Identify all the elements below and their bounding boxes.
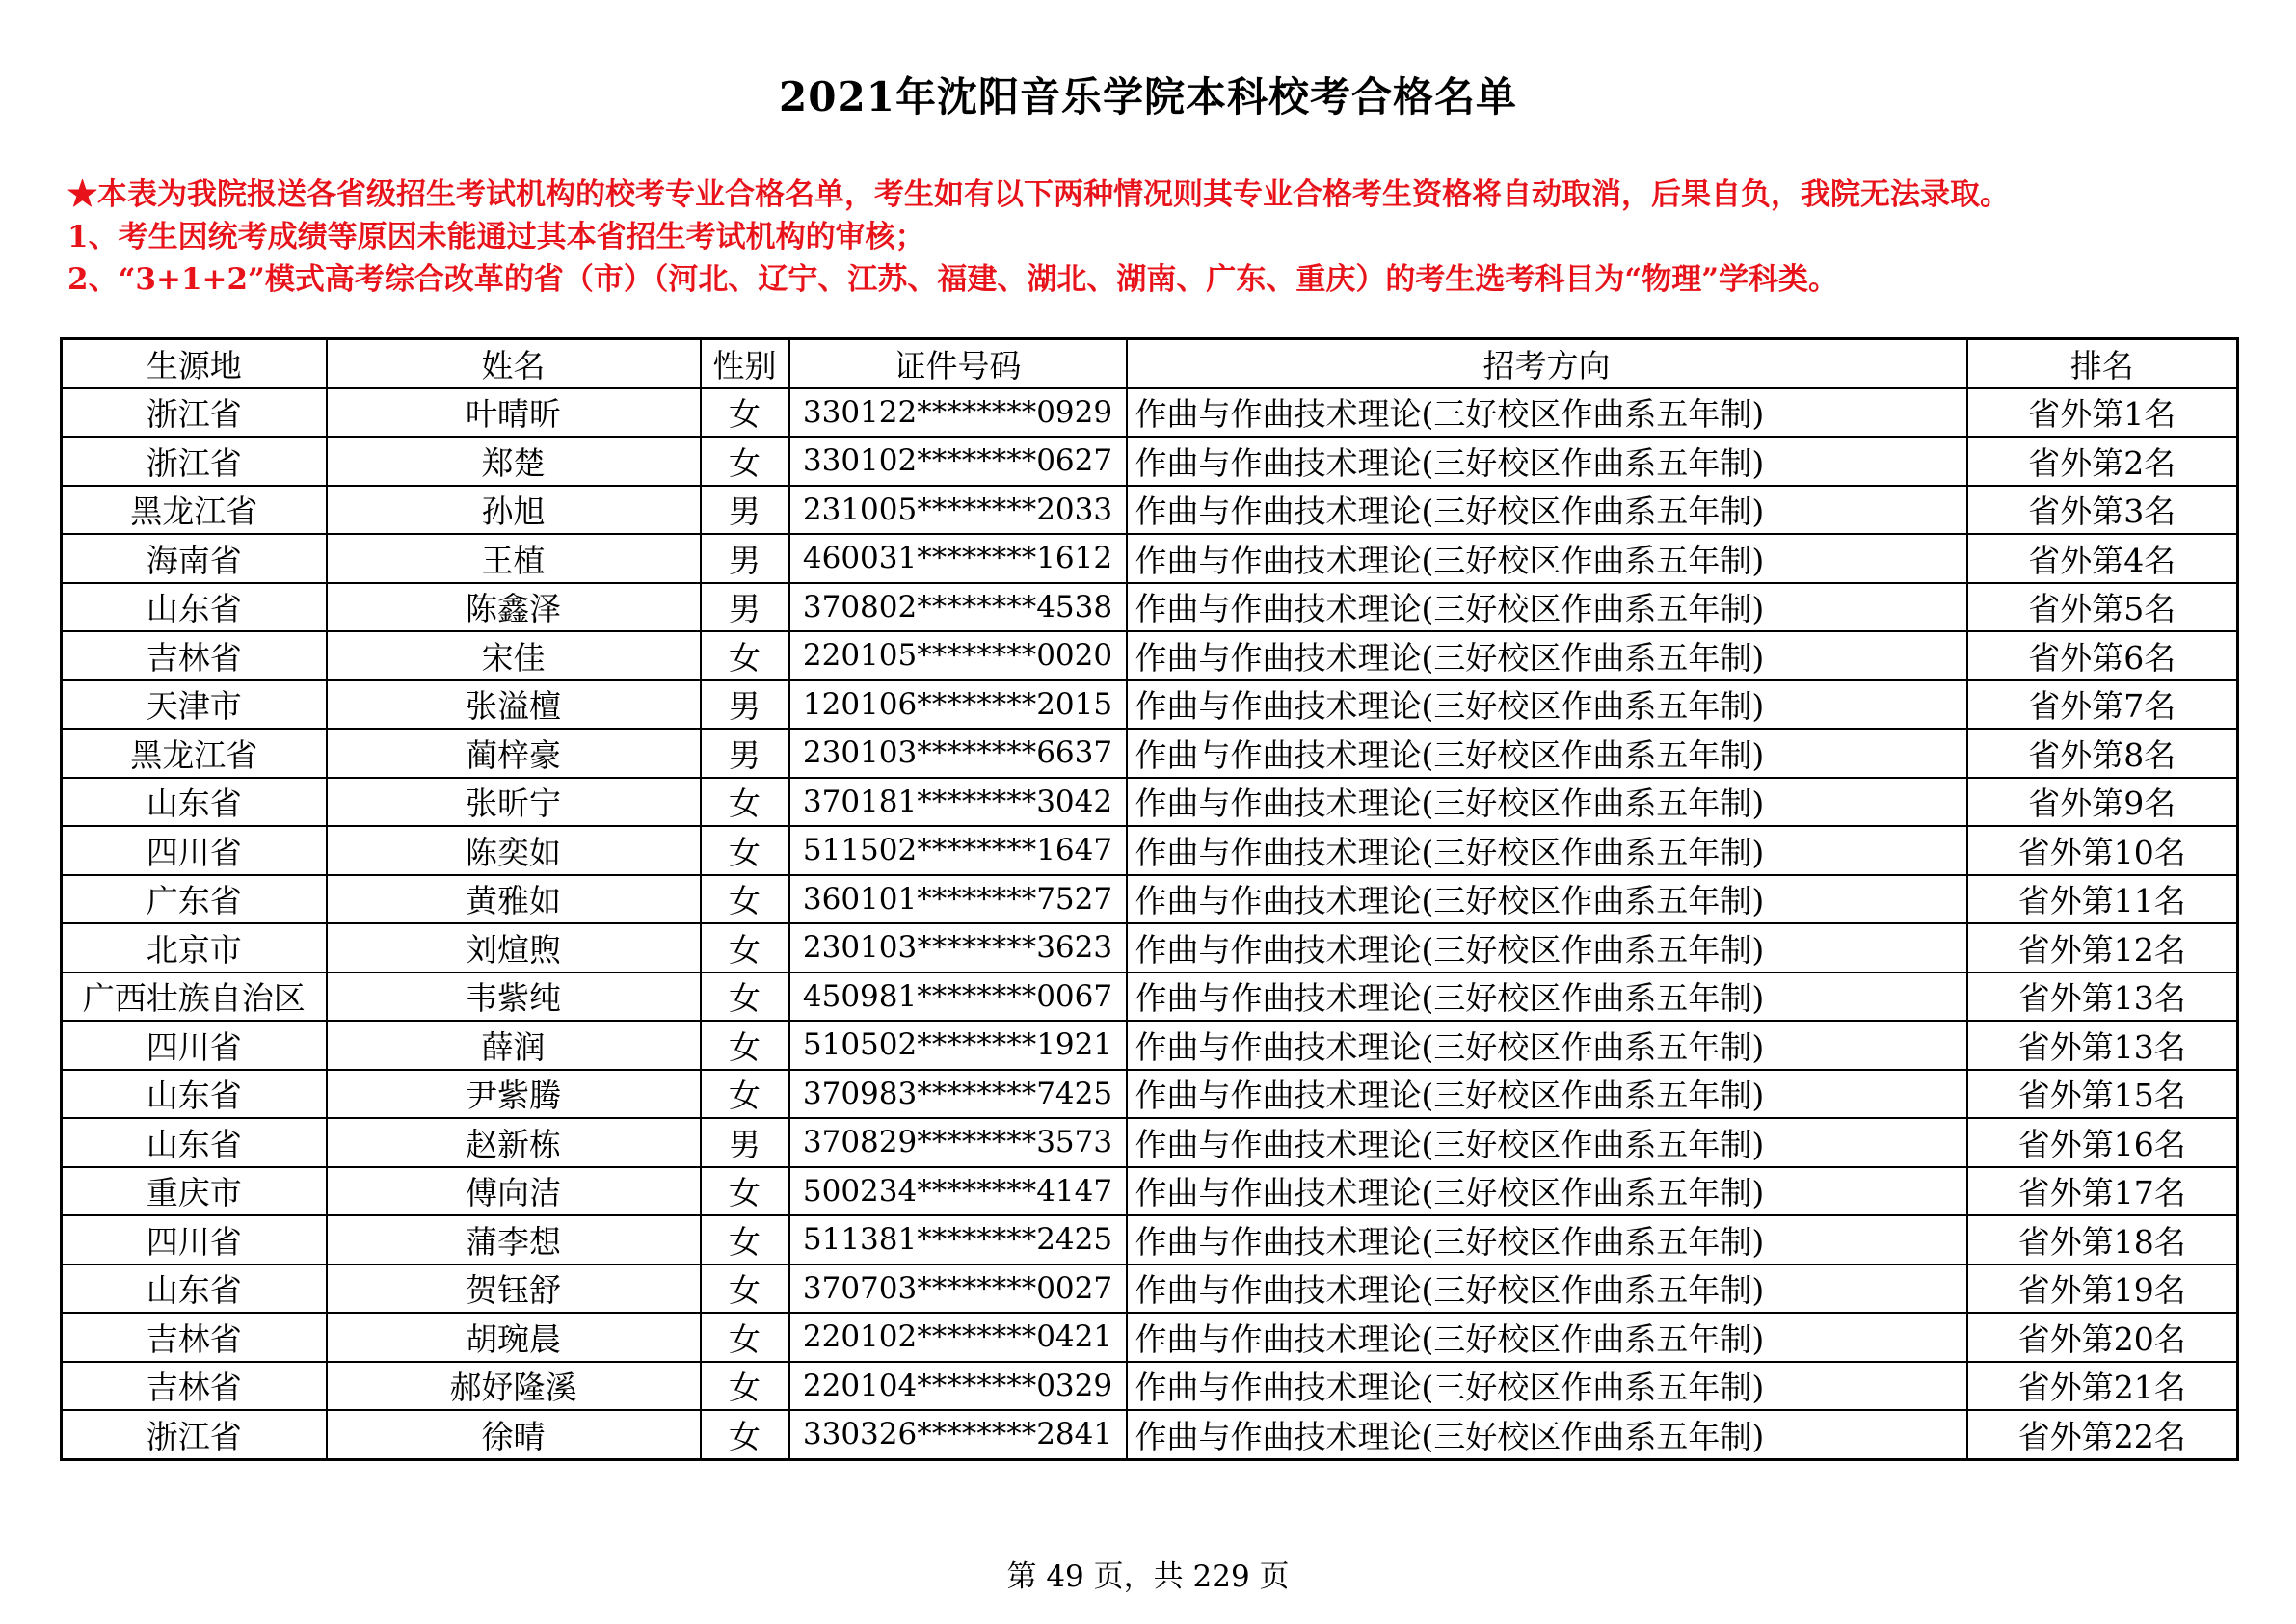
cell-origin: 四川省 — [62, 826, 327, 875]
cell-rank: 省外第22名 — [1967, 1410, 2238, 1459]
cell-gender: 女 — [701, 1313, 789, 1362]
cell-direction: 作曲与作曲技术理论(三好校区作曲系五年制) — [1127, 1118, 1967, 1167]
cell-name: 蔺梓豪 — [327, 729, 701, 778]
cell-gender: 女 — [701, 923, 789, 972]
cell-origin: 海南省 — [62, 534, 327, 583]
cell-rank: 省外第15名 — [1967, 1070, 2238, 1119]
cell-name: 黄雅如 — [327, 875, 701, 924]
table-row — [62, 1265, 2238, 1314]
header-gender: 性别 — [701, 339, 789, 388]
cell-name: 刘煊煦 — [327, 923, 701, 972]
cell-id-number: 330102********0627 — [789, 437, 1127, 486]
table-row — [62, 1070, 2238, 1119]
cell-name: 张昕宁 — [327, 778, 701, 827]
page-title: 2021年沈阳音乐学院本科校考合格名单 — [779, 73, 1517, 120]
cell-rank: 省外第10名 — [1967, 826, 2238, 875]
cell-origin: 山东省 — [62, 1070, 327, 1119]
cell-origin: 四川省 — [62, 1021, 327, 1070]
table-row — [62, 923, 2238, 972]
header-origin: 生源地 — [62, 339, 327, 388]
cell-rank: 省外第13名 — [1967, 972, 2238, 1022]
notice-line: ★本表为我院报送各省级招生考试机构的校考专业合格名单，考生如有以下两种情况则其专业合格考生资格将自动取消，后果自负，我院无法录取。 — [67, 177, 2010, 212]
cell-direction: 作曲与作曲技术理论(三好校区作曲系五年制) — [1127, 680, 1967, 730]
cell-direction: 作曲与作曲技术理论(三好校区作曲系五年制) — [1127, 1410, 1967, 1459]
cell-rank: 省外第20名 — [1967, 1313, 2238, 1362]
cell-name: 郑楚 — [327, 437, 701, 486]
cell-origin: 广西壮族自治区 — [62, 972, 327, 1022]
table-row — [62, 583, 2238, 632]
cell-gender: 女 — [701, 1265, 789, 1314]
cell-direction: 作曲与作曲技术理论(三好校区作曲系五年制) — [1127, 729, 1967, 778]
cell-gender: 女 — [701, 1021, 789, 1070]
cell-direction: 作曲与作曲技术理论(三好校区作曲系五年制) — [1127, 1167, 1967, 1216]
table-row — [62, 778, 2238, 827]
cell-gender: 女 — [701, 1070, 789, 1119]
cell-origin: 山东省 — [62, 778, 327, 827]
table-row — [62, 631, 2238, 680]
cell-name: 张溢檀 — [327, 680, 701, 730]
cell-rank: 省外第8名 — [1967, 729, 2238, 778]
cell-direction: 作曲与作曲技术理论(三好校区作曲系五年制) — [1127, 631, 1967, 680]
cell-id-number: 500234********4147 — [789, 1167, 1127, 1216]
cell-gender: 女 — [701, 875, 789, 924]
table-row — [62, 534, 2238, 583]
cell-direction: 作曲与作曲技术理论(三好校区作曲系五年制) — [1127, 1070, 1967, 1119]
cell-id-number: 230103********3623 — [789, 923, 1127, 972]
cell-rank: 省外第5名 — [1967, 583, 2238, 632]
table-body — [62, 388, 2238, 1460]
cell-name: 蒲李想 — [327, 1215, 701, 1265]
cell-origin: 广东省 — [62, 875, 327, 924]
cell-rank: 省外第13名 — [1967, 1021, 2238, 1070]
cell-name: 韦紫纯 — [327, 972, 701, 1022]
cell-rank: 省外第1名 — [1967, 388, 2238, 438]
cell-direction: 作曲与作曲技术理论(三好校区作曲系五年制) — [1127, 1362, 1967, 1411]
cell-id-number: 450981********0067 — [789, 972, 1127, 1022]
notice-block — [67, 173, 2246, 301]
cell-rank: 省外第3名 — [1967, 486, 2238, 535]
cell-id-number: 231005********2033 — [789, 486, 1127, 535]
table-row — [62, 1362, 2238, 1411]
cell-id-number: 370181********3042 — [789, 778, 1127, 827]
cell-name: 陈奕如 — [327, 826, 701, 875]
notice-line: 2、“3+1+2”模式高考综合改革的省（市）（河北、辽宁、江苏、福建、湖北、湖南、广东、重庆）的考生选考科目为“物理”学科类。 — [67, 262, 1839, 297]
table-row — [62, 1118, 2238, 1167]
cell-id-number: 220102********0421 — [789, 1313, 1127, 1362]
cell-rank: 省外第12名 — [1967, 923, 2238, 972]
cell-gender: 女 — [701, 631, 789, 680]
table-row — [62, 680, 2238, 730]
cell-name: 胡琬晨 — [327, 1313, 701, 1362]
cell-gender: 男 — [701, 583, 789, 632]
cell-origin: 黑龙江省 — [62, 486, 327, 535]
cell-rank: 省外第2名 — [1967, 437, 2238, 486]
cell-gender: 女 — [701, 1410, 789, 1459]
cell-id-number: 510502********1921 — [789, 1021, 1127, 1070]
table-row — [62, 1021, 2238, 1070]
cell-name: 宋佳 — [327, 631, 701, 680]
cell-direction: 作曲与作曲技术理论(三好校区作曲系五年制) — [1127, 778, 1967, 827]
cell-gender: 男 — [701, 486, 789, 535]
cell-direction: 作曲与作曲技术理论(三好校区作曲系五年制) — [1127, 437, 1967, 486]
cell-name: 王植 — [327, 534, 701, 583]
page-number: 第 49 页，共 229 页 — [1006, 1559, 1290, 1594]
cell-gender: 男 — [701, 729, 789, 778]
cell-name: 徐晴 — [327, 1410, 701, 1459]
cell-id-number: 330326********2841 — [789, 1410, 1127, 1459]
table-row — [62, 729, 2238, 778]
table-row — [62, 437, 2238, 486]
cell-rank: 省外第17名 — [1967, 1167, 2238, 1216]
cell-direction: 作曲与作曲技术理论(三好校区作曲系五年制) — [1127, 875, 1967, 924]
cell-gender: 男 — [701, 534, 789, 583]
table-row — [62, 388, 2238, 438]
table-row — [62, 826, 2238, 875]
cell-id-number: 460031********1612 — [789, 534, 1127, 583]
cell-origin: 吉林省 — [62, 631, 327, 680]
table-row — [62, 1167, 2238, 1216]
cell-direction: 作曲与作曲技术理论(三好校区作曲系五年制) — [1127, 923, 1967, 972]
table-row — [62, 486, 2238, 535]
cell-name: 贺钰舒 — [327, 1265, 701, 1314]
cell-direction: 作曲与作曲技术理论(三好校区作曲系五年制) — [1127, 534, 1967, 583]
cell-name: 赵新栋 — [327, 1118, 701, 1167]
table-row — [62, 1215, 2238, 1265]
cell-id-number: 220104********0329 — [789, 1362, 1127, 1411]
cell-origin: 吉林省 — [62, 1313, 327, 1362]
cell-origin: 山东省 — [62, 583, 327, 632]
cell-direction: 作曲与作曲技术理论(三好校区作曲系五年制) — [1127, 826, 1967, 875]
cell-rank: 省外第16名 — [1967, 1118, 2238, 1167]
cell-origin: 山东省 — [62, 1118, 327, 1167]
cell-origin: 天津市 — [62, 680, 327, 730]
cell-origin: 吉林省 — [62, 1362, 327, 1411]
header-rank: 排名 — [1967, 339, 2238, 388]
cell-gender: 女 — [701, 1215, 789, 1265]
cell-name: 郝妤隆溪 — [327, 1362, 701, 1411]
table-row — [62, 972, 2238, 1022]
cell-name: 傅向洁 — [327, 1167, 701, 1216]
cell-direction: 作曲与作曲技术理论(三好校区作曲系五年制) — [1127, 1215, 1967, 1265]
header-id-number: 证件号码 — [789, 339, 1127, 388]
cell-direction: 作曲与作曲技术理论(三好校区作曲系五年制) — [1127, 486, 1967, 535]
cell-rank: 省外第4名 — [1967, 534, 2238, 583]
cell-name: 孙旭 — [327, 486, 701, 535]
cell-gender: 男 — [701, 680, 789, 730]
roster-table — [60, 337, 2239, 1461]
cell-gender: 女 — [701, 778, 789, 827]
cell-origin: 浙江省 — [62, 1410, 327, 1459]
cell-id-number: 230103********6637 — [789, 729, 1127, 778]
cell-name: 陈鑫泽 — [327, 583, 701, 632]
cell-origin: 山东省 — [62, 1265, 327, 1314]
cell-direction: 作曲与作曲技术理论(三好校区作曲系五年制) — [1127, 583, 1967, 632]
table-header-row — [62, 339, 2238, 388]
cell-rank: 省外第6名 — [1967, 631, 2238, 680]
cell-gender: 女 — [701, 1362, 789, 1411]
cell-direction: 作曲与作曲技术理论(三好校区作曲系五年制) — [1127, 1313, 1967, 1362]
cell-id-number: 511381********2425 — [789, 1215, 1127, 1265]
cell-origin: 北京市 — [62, 923, 327, 972]
cell-id-number: 360101********7527 — [789, 875, 1127, 924]
cell-id-number: 370983********7425 — [789, 1070, 1127, 1119]
table-row — [62, 875, 2238, 924]
cell-id-number: 511502********1647 — [789, 826, 1127, 875]
cell-gender: 女 — [701, 388, 789, 438]
cell-origin: 重庆市 — [62, 1167, 327, 1216]
cell-name: 尹紫腾 — [327, 1070, 701, 1119]
cell-origin: 四川省 — [62, 1215, 327, 1265]
cell-direction: 作曲与作曲技术理论(三好校区作曲系五年制) — [1127, 972, 1967, 1022]
cell-id-number: 220105********0020 — [789, 631, 1127, 680]
notice-line: 1、考生因统考成绩等原因未能通过其本省招生考试机构的审核； — [67, 220, 925, 254]
cell-origin: 黑龙江省 — [62, 729, 327, 778]
cell-id-number: 120106********2015 — [789, 680, 1127, 730]
cell-origin: 浙江省 — [62, 388, 327, 438]
cell-id-number: 370829********3573 — [789, 1118, 1127, 1167]
cell-rank: 省外第11名 — [1967, 875, 2238, 924]
table-row — [62, 1313, 2238, 1362]
cell-name: 叶晴昕 — [327, 388, 701, 438]
cell-origin: 浙江省 — [62, 437, 327, 486]
cell-direction: 作曲与作曲技术理论(三好校区作曲系五年制) — [1127, 1265, 1967, 1314]
cell-id-number: 370703********0027 — [789, 1265, 1127, 1314]
cell-rank: 省外第9名 — [1967, 778, 2238, 827]
cell-gender: 男 — [701, 1118, 789, 1167]
cell-name: 薛润 — [327, 1021, 701, 1070]
table-row — [62, 1410, 2238, 1459]
cell-rank: 省外第7名 — [1967, 680, 2238, 730]
cell-direction: 作曲与作曲技术理论(三好校区作曲系五年制) — [1127, 1021, 1967, 1070]
cell-gender: 女 — [701, 1167, 789, 1216]
cell-gender: 女 — [701, 972, 789, 1022]
header-name: 姓名 — [327, 339, 701, 388]
cell-direction: 作曲与作曲技术理论(三好校区作曲系五年制) — [1127, 388, 1967, 438]
header-direction: 招考方向 — [1127, 339, 1967, 388]
cell-id-number: 370802********4538 — [789, 583, 1127, 632]
cell-id-number: 330122********0929 — [789, 388, 1127, 438]
cell-gender: 女 — [701, 826, 789, 875]
cell-gender: 女 — [701, 437, 789, 486]
cell-rank: 省外第19名 — [1967, 1265, 2238, 1314]
cell-rank: 省外第18名 — [1967, 1215, 2238, 1265]
cell-rank: 省外第21名 — [1967, 1362, 2238, 1411]
